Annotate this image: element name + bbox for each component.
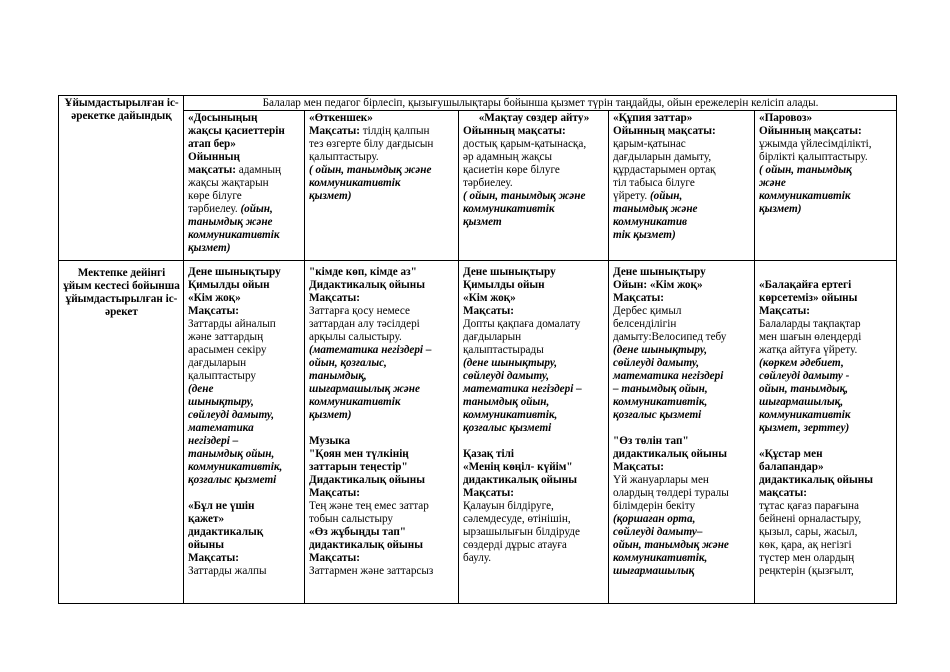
cell-line: және <box>759 177 786 189</box>
cell-line: білімдерін бекіту <box>613 500 696 512</box>
cell-line: тәрбиелеу. <box>463 177 513 189</box>
cell-line: қалыптастыру. <box>309 151 379 163</box>
cell-line: дағдыларын <box>463 331 522 343</box>
cell-line: ( ойын, танымдық <box>759 164 852 176</box>
line-spacer <box>759 266 893 279</box>
game-cell <box>755 111 897 261</box>
cell-line: сөйлеуді дамыту - <box>759 370 850 382</box>
cell-line: сөйлеуді дамыту, <box>188 409 275 421</box>
cell-line: заттардан алу тәсілдері <box>309 318 420 330</box>
cell-line: үйрету. (ойын, <box>613 190 683 202</box>
cell-line: бейнені орналастыру, <box>759 513 862 525</box>
cell-line: қызмет) <box>309 409 352 421</box>
cell-line: «Менің көңіл- күйім" <box>463 461 573 473</box>
cell-line: «Мақтау сөздер айту» <box>478 112 590 124</box>
cell-line: Мақсаты: <box>309 292 360 304</box>
cell-line: атап бер» <box>188 138 236 150</box>
cell-line: қалыптастыру <box>188 370 256 382</box>
cell-line: ойын, танымдық және <box>613 539 729 551</box>
cell-line: мен шағын өлеңдерді <box>759 331 862 343</box>
cell-line: Заттарды жалпы <box>188 565 267 577</box>
cell-line: және заттардың <box>188 331 264 343</box>
cell-line: Үй жануарлары мен <box>613 474 709 486</box>
cell-line: коммуникативтік <box>188 229 280 241</box>
cell-line: дидактикалық ойыны <box>463 474 577 486</box>
cell-line: дидактикалық ойыны <box>309 539 423 551</box>
table-row <box>59 261 897 604</box>
cell-line: коммуникативтік <box>759 409 851 421</box>
cell-line: қызыл, сары, жасыл, <box>759 526 858 538</box>
cell-line: Музыка <box>309 435 351 447</box>
cell-line: қозғалыс қызметі <box>463 422 552 434</box>
cell-line: сөздерді дұрыс атауға <box>463 539 567 551</box>
line-spacer <box>613 422 751 435</box>
cell-line: "Қоян мен түлкінің <box>309 448 409 460</box>
cell-line: сөйлеуді дамыту, <box>463 370 550 382</box>
cell-line: ойыны <box>188 539 224 551</box>
cell-line: баулу. <box>463 552 492 564</box>
cell-line: Ойын: «Кім жоқ» <box>613 279 703 291</box>
cell-line: сәлемдесуде, өтінішін, <box>463 513 571 525</box>
line-spacer <box>759 435 893 448</box>
cell-line: дидактикалық <box>188 526 264 538</box>
cell-line: көк, қара, ақ негізгі <box>759 539 852 551</box>
game-cell <box>459 111 609 261</box>
cell-line: танымдық және <box>613 203 698 215</box>
cell-line: құрдастарымен ортақ <box>613 164 716 176</box>
cell-line: «Құстар мен <box>759 448 823 460</box>
cell-line: тез өзгерте білу дағдысын <box>309 138 434 150</box>
cell-line: Дербес қимыл <box>613 305 682 317</box>
cell-line: коммуникативтік <box>759 190 851 202</box>
cell-line: Қимылды ойын <box>188 279 270 291</box>
cell-line: «Өткеншек» <box>309 112 373 124</box>
cell-line: шығармашылық, <box>759 396 844 408</box>
cell-line: коммуникативтік <box>309 177 401 189</box>
cell-line: қозғалыс қызметі <box>188 474 277 486</box>
cell-line: Мақсаты: <box>188 305 239 317</box>
cell-line: математика негіздері <box>613 370 724 382</box>
cell-line: Дене шынықтыру <box>463 266 556 278</box>
line-spacer <box>188 487 301 500</box>
cell-line: қызмет) <box>188 242 231 254</box>
cell-line: «Кім жоқ» <box>463 292 516 304</box>
cell-line: шығармашылық және <box>309 383 420 395</box>
cell-line: жақсы жақтарын <box>188 177 269 189</box>
cell-line: белсенділігін <box>613 318 677 330</box>
cell-line: сөйлеуді дамыту– <box>613 526 703 538</box>
activity-cell <box>755 261 897 604</box>
cell-line: тәрбиелеу. (ойын, <box>188 203 273 215</box>
cell-line: жақсы қасиеттерін <box>188 125 285 137</box>
cell-line: дидактикалық ойыны <box>759 474 873 486</box>
row-heading-preparation: Ұйымдастырылған іс-әрекетке дайындық <box>59 96 184 261</box>
cell-line: негіздері – <box>188 435 239 447</box>
cell-line: Қимылды ойын <box>463 279 545 291</box>
cell-line: (қоршаған орта, <box>613 513 696 525</box>
cell-line: қасиетін көре білуге <box>463 164 560 176</box>
cell-line: ( ойын, танымдық және <box>309 164 432 176</box>
cell-line: танымдық және <box>188 216 273 228</box>
cell-line: танымдық ойын, <box>463 396 550 408</box>
table-row <box>59 111 897 261</box>
cell-line: "Өз төлін тап" <box>613 435 689 447</box>
cell-line: «Құпия заттар» <box>613 112 693 124</box>
cell-line: бірлікті қалыптастыру. <box>759 151 868 163</box>
cell-line: – танымдық ойын, <box>613 383 708 395</box>
banner-cell: Балалар мен педагог бірлесіп, қызығушылықтары бойынша қызмет түрін таңдайды, ойын ережелерін келісіп алады. <box>184 96 897 111</box>
cell-line: Дидактикалық ойыны <box>309 279 425 291</box>
cell-line: ( ойын, танымдық және <box>463 190 586 202</box>
cell-line: мақсаты: адамның <box>188 164 281 176</box>
cell-line: жатқа айтуға үйрету. <box>759 344 858 356</box>
cell-line: «Бұл не үшін <box>188 500 255 512</box>
cell-line: шынықтыру, <box>188 396 254 408</box>
cell-line: Мақсаты: <box>309 487 360 499</box>
cell-line: ойын, қозғалыс, <box>309 357 387 369</box>
cell-line: коммуникативтік, <box>188 461 283 473</box>
cell-line: (дене <box>188 383 214 395</box>
cell-line: Мақсаты: <box>188 552 239 564</box>
cell-line: «Балақайға ертегі <box>759 279 852 291</box>
game-cell <box>184 111 305 261</box>
cell-line: Ойынның мақсаты: <box>463 125 566 137</box>
cell-line: қызмет) <box>759 203 802 215</box>
cell-line: Мақсаты: <box>463 487 514 499</box>
cell-line: Ойынның мақсаты: <box>613 125 716 137</box>
cell-line: қызмет, зерттеу) <box>759 422 850 434</box>
cell-line: Дидактикалық ойыны <box>309 474 425 486</box>
cell-line: көрсетеміз» ойыны <box>759 292 858 304</box>
activity-cell <box>184 261 305 604</box>
row-heading-activities: Мектепке дейінгі ұйым кестесі бойынша ұйымдастырылған іс-әрекет <box>59 261 184 604</box>
cell-line: дағдыларын дамыту, <box>613 151 712 163</box>
cell-line: қозғалыс қызметі <box>613 409 702 421</box>
cell-line: коммуникатив <box>613 216 688 228</box>
cell-line: тіл табыса білуге <box>613 177 695 189</box>
cell-line: қажет» <box>188 513 225 525</box>
cell-line: Заттарды айналып <box>188 318 276 330</box>
cell-line: көре білуге <box>188 190 242 202</box>
cell-line: танымдық ойын, <box>188 448 275 460</box>
cell-line: Дене шынықтыру <box>188 266 281 278</box>
line-spacer <box>309 422 455 435</box>
cell-line: Ойынның мақсаты: <box>759 125 862 137</box>
activity-cell <box>459 261 609 604</box>
cell-line: «Кім жоқ» <box>188 292 241 304</box>
cell-line: «Паровоз» <box>759 112 813 124</box>
cell-line: сөйлеуді дамыту, <box>613 357 700 369</box>
cell-line: ырзашылығын білдіруде <box>463 526 580 538</box>
cell-line: реңктерін (қызғылт, <box>759 565 854 577</box>
cell-line: Ойынның <box>188 151 240 163</box>
cell-line: достық қарым-қатынасқа, <box>463 138 587 150</box>
cell-line: коммуникативтік, <box>613 396 708 408</box>
cell-line: Мақсаты: <box>463 305 514 317</box>
cell-line: «Досыныңың <box>188 112 258 124</box>
cell-line: Балаларды тақпақтар <box>759 318 861 330</box>
cell-line: коммуникативтік <box>463 203 555 215</box>
table-row <box>59 96 897 111</box>
cell-line: әр адамның жақсы <box>463 151 552 163</box>
cell-line: ойын, танымдық, <box>759 383 849 395</box>
cell-line: Қазақ тілі <box>463 448 515 460</box>
cell-line: «Өз жұбыңды тап" <box>309 526 406 538</box>
activity-cell <box>305 261 459 604</box>
cell-line: Мақсаты: <box>759 305 810 317</box>
cell-line: Тең және тең емес заттар <box>309 500 429 512</box>
cell-line: шығармашылық <box>613 565 695 577</box>
cell-line: математика негіздері – <box>463 383 582 395</box>
plan-table <box>58 95 897 604</box>
cell-line: Қалауын білдіруге, <box>463 500 554 512</box>
cell-line: Мақсаты: <box>309 552 360 564</box>
cell-line: дағдыларын <box>188 357 247 369</box>
cell-line: танымдық, <box>309 370 367 382</box>
cell-line: заттарын теңестір" <box>309 461 408 473</box>
cell-line: коммуникативтік, <box>613 552 708 564</box>
cell-line: "кімде көп, кімде аз" <box>309 266 417 278</box>
cell-line: балапандар» <box>759 461 824 473</box>
cell-line: Допты қақпаға домалату <box>463 318 581 330</box>
game-cell <box>305 111 459 261</box>
cell-line: арасымен секіру <box>188 344 267 356</box>
cell-line: қызмет <box>463 216 502 228</box>
cell-line: коммуникативтік, <box>463 409 558 421</box>
cell-line: тұтас қағаз парағына <box>759 500 859 512</box>
cell-line: Заттарға қосу немесе <box>309 305 410 317</box>
cell-line: коммуникативтік <box>309 396 401 408</box>
cell-line: тобын салыстыру <box>309 513 394 525</box>
cell-line: тік қызмет) <box>613 229 676 241</box>
activity-cell <box>609 261 755 604</box>
cell-line: Мақсаты: тілдің қалпын <box>309 125 430 137</box>
cell-line: дидактикалық ойыны <box>613 448 727 460</box>
cell-line: қарым-қатынас <box>613 138 686 150</box>
cell-line: Мақсаты: <box>613 461 664 473</box>
cell-line: (дене шынықтыру, <box>613 344 708 356</box>
cell-line: (дене шынықтыру, <box>463 357 558 369</box>
game-cell <box>609 111 755 261</box>
cell-line: ұжымда үйлесімділікті, <box>759 138 872 150</box>
cell-line: дамыту:Велосипед тебу <box>613 331 727 343</box>
cell-line: олардың төлдері туралы <box>613 487 729 499</box>
cell-line: мақсаты: <box>759 487 807 499</box>
cell-line: математика <box>188 422 254 434</box>
cell-line: қалыптастырады <box>463 344 544 356</box>
cell-line: Заттармен және заттарсыз <box>309 565 434 577</box>
cell-line: Дене шынықтыру <box>613 266 706 278</box>
cell-line: Мақсаты: <box>613 292 664 304</box>
cell-line: (математика негіздері – <box>309 344 432 356</box>
cell-line: (көркем әдебиет, <box>759 357 844 369</box>
cell-line: арқылы салыстыру. <box>309 331 402 343</box>
cell-line: түстер мен олардың <box>759 552 855 564</box>
cell-line: қызмет) <box>309 190 352 202</box>
line-spacer <box>463 435 605 448</box>
